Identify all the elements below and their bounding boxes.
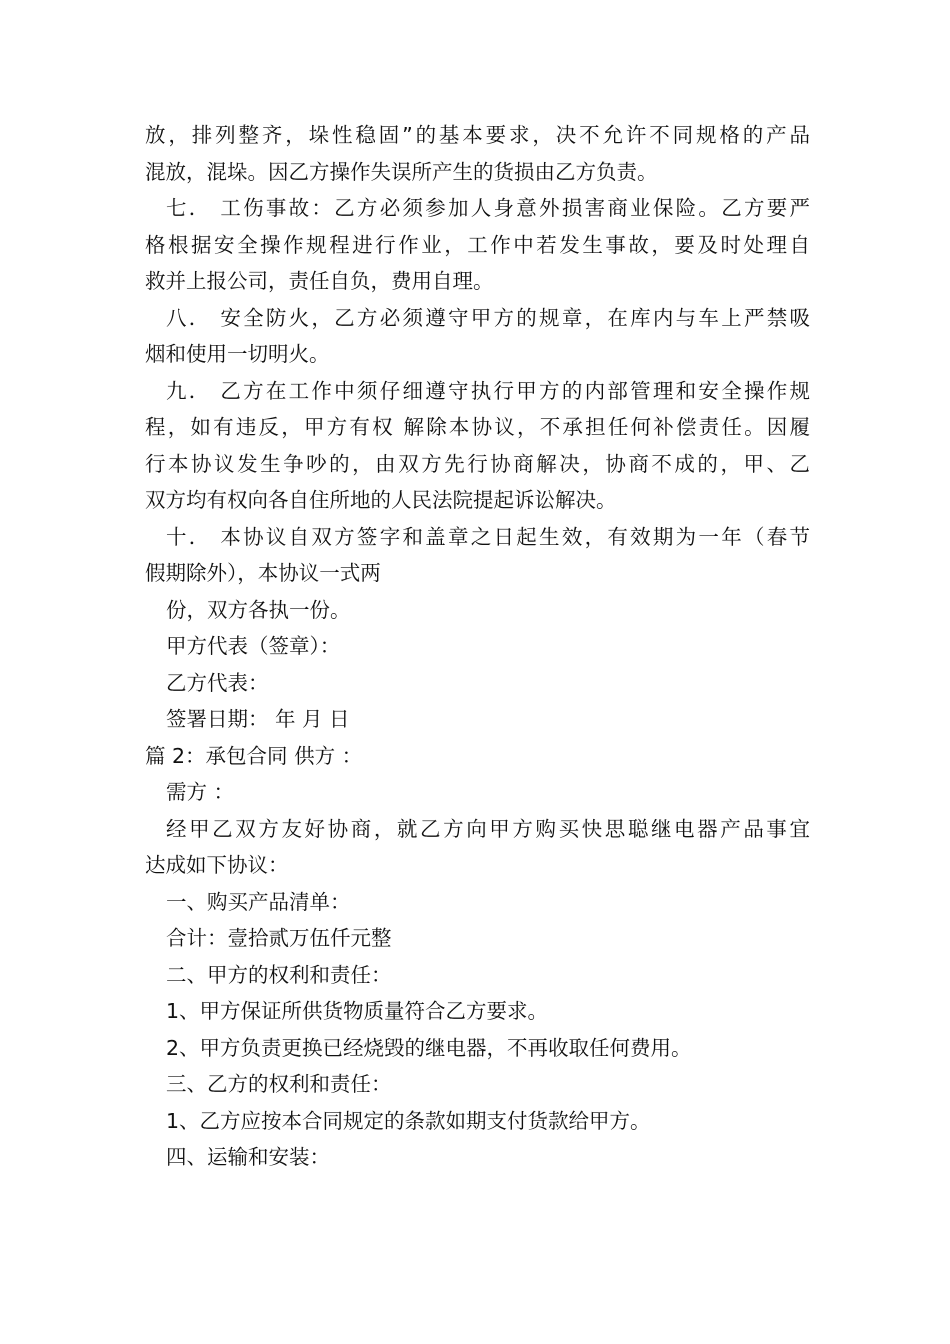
heading-product-list: 一、购买产品清单：: [166, 889, 351, 914]
signature-party-b: 乙方代表：: [166, 670, 269, 695]
total-amount: 合计：壹拾贰万伍仟元整: [166, 926, 392, 950]
text-line: 格根据安全操作规程进行作业，工作中若发生事故，要及时处理自: [145, 232, 810, 257]
clause-8-heading-line: 八． 安全防火，乙方必须遵守甲方的规章，在库内与车上严禁吸: [166, 305, 810, 330]
list-item: 1、甲方保证所供货物质量符合乙方要求。: [166, 999, 549, 1023]
text-line: 混放，混垛。因乙方操作失误所产生的货损由乙方负责。: [145, 159, 658, 184]
clause-7-heading-line: 七． 工伤事故：乙方必须参加人身意外损害商业保险。乙方要严: [166, 196, 810, 220]
text-line: 达成如下协议：: [145, 853, 289, 877]
section-2-title: 篇 2：承包合同 供方 ：: [145, 743, 363, 768]
buyer-label: 需方 ：: [166, 780, 235, 804]
text-line: 份，双方各执一份。: [166, 597, 351, 622]
text-line: 行本协议发生争吵的，由双方先行协商解决，协商不成的，甲、乙: [145, 451, 810, 476]
list-item: 2、甲方负责更换已经烧毁的继电器，不再收取任何费用。: [166, 1035, 692, 1060]
text-line: 双方均有权向各自住所地的人民法院提起诉讼解决。: [145, 488, 617, 512]
text-line: 救并上报公司，责任自负，费用自理。: [145, 269, 494, 293]
heading-transport-installation: 四、运输和安装：: [166, 1145, 330, 1169]
text-line: 经甲乙双方友好协商，就乙方向甲方购买快思聪继电器产品事宜: [166, 816, 810, 841]
text-line: 放，排列整齐，垛性稳固”的基本要求，决不允许不同规格的产品: [145, 123, 810, 147]
signing-date: 签署日期： 年 月 日: [166, 707, 350, 731]
list-item: 1、乙方应按本合同规定的条款如期支付货款给甲方。: [166, 1108, 651, 1133]
text-line: 程，如有违反，甲方有权 解除本协议，不承担任何补偿责任。因履: [145, 415, 810, 439]
text-line: 假期除外），本协议一式两: [145, 561, 381, 585]
heading-party-b-rights: 三、乙方的权利和责任：: [166, 1072, 392, 1096]
heading-party-a-rights: 二、甲方的权利和责任：: [166, 962, 392, 987]
signature-party-a: 甲方代表（签章）：: [166, 634, 341, 658]
clause-9-heading-line: 九． 乙方在工作中须仔细遵守执行甲方的内部管理和安全操作规: [166, 378, 810, 403]
clause-10-heading-line: 十． 本协议自双方签字和盖章之日起生效，有效期为一年（春节: [166, 524, 810, 549]
document-body: [145, 117, 810, 1176]
text-line: 烟和使用一切明火。: [145, 342, 330, 366]
